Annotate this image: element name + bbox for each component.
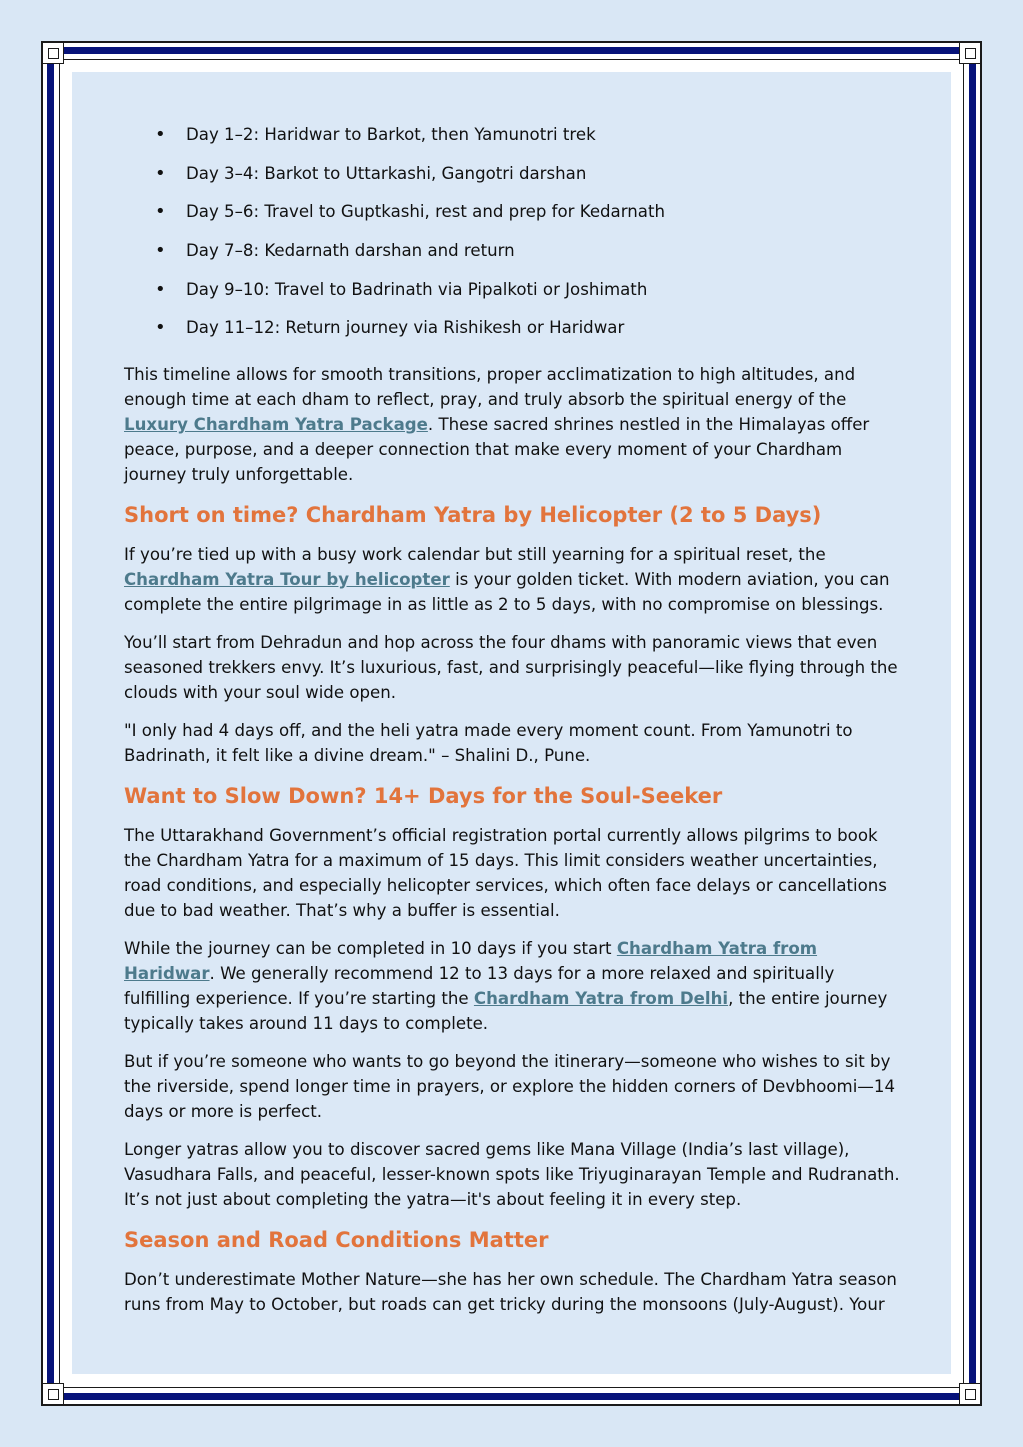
paragraph-timeline: This timeline allows for smooth transitions, proper acclimatization to high altitudes, and enough time at each dham to reflect, pray, and truly absorb the spiritual energy of the Luxury Chardham Yatra Package. These sacred shrines nestled in the Himalayas offer peace, purpose, and a deeper connection that make every moment of your Chardham journey truly unforgettable. <box>124 365 870 485</box>
itinerary-list <box>124 122 904 354</box>
border-corner-ornament <box>959 42 981 64</box>
list-item: • Day 9–10: Travel to Badrinath via Pipalkoti or Joshimath <box>186 277 904 316</box>
list-item: • Day 5–6: Travel to Guptkashi, rest and prep for Kedarnath <box>186 199 904 238</box>
paragraph-helicopter-intro: If you’re tied up with a busy work calendar but still yearning for a spiritual reset, the Chardham Yatra Tour by helicopter is your golden ticket. With modern aviation, you can complete the entire pilgrimage in as little as 2 to 5 days, with no compromise on blessings. <box>124 545 890 615</box>
heading-helicopter: Short on time? Chardham Yatra by Helicopter (2 to 5 Days) <box>124 503 822 528</box>
delhi-yatra-link[interactable]: Chardham Yatra from Delhi <box>473 989 729 1009</box>
heading-slow-down: Want to Slow Down? 14+ Days for the Soul-Seeker <box>124 784 723 809</box>
paragraph-registration-limit: The Uttarakhand Government’s official registration portal currently allows pilgrims to book the Chardham Yatra for a maximum of 15 days. This limit considers weather uncertainties, road conditions, and especially helicopter services, which often face delays or cancellations due to bad weather. That’s why a buffer is essential. <box>124 826 887 921</box>
paragraph-helicopter-route: You’ll start from Dehradun and hop across the four dhams with panoramic views that even seasoned trekkers envy. It’s luxurious, fast, and surprisingly peaceful—like flying through the clouds with your soul wide open. <box>124 633 898 703</box>
haridwar-yatra-link[interactable]: Chardham Yatra from Haridwar <box>124 939 818 984</box>
luxury-package-link[interactable]: Luxury Chardham Yatra Package <box>124 415 428 435</box>
helicopter-tour-link[interactable]: Chardham Yatra Tour by helicopter <box>124 570 450 590</box>
paragraph-duration: While the journey can be completed in 10 days if you start Chardham Yatra from Haridwar. We generally recommend 12 to 13 days for a more relaxed and spiritually fulfilling experience. If you’re starting the Chardham Yatra from Delhi, the entire journey typically takes around 11 days to complete. <box>124 939 888 1034</box>
paragraph-beyond-itinerary: But if you’re someone who wants to go beyond the itinerary—someone who wishes to sit by the riverside, spend longer time in prayers, or explore the hidden corners of Devbhoomi—14 days or more is perfect. <box>124 1052 896 1122</box>
testimonial-quote: "I only had 4 days off, and the heli yatra made every moment count. From Yamunotri to Badrinath, it felt like a divine dream." – Shalini D., Pune. <box>124 721 853 766</box>
paragraph-season: Don’t underestimate Mother Nature—she has her own schedule. The Chardham Yatra season runs from May to October, but roads can get tricky during the monsoons (July-August). Your <box>124 1270 897 1315</box>
heading-season: Season and Road Conditions Matter <box>124 1228 549 1253</box>
document-body <box>124 122 904 1330</box>
border-corner-ornament <box>42 1383 64 1405</box>
border-corner-ornament <box>42 42 64 64</box>
list-item: • Day 1–2: Haridwar to Barkot, then Yamunotri trek <box>186 122 904 161</box>
list-item: • Day 3–4: Barkot to Uttarkashi, Gangotri darshan <box>186 161 904 200</box>
list-item: • Day 11–12: Return journey via Rishikesh or Haridwar <box>186 315 904 354</box>
paragraph-sacred-gems: Longer yatras allow you to discover sacred gems like Mana Village (India’s last village), Vasudhara Falls, and peaceful, lesser-known spots like Triyuginarayan Temple and Rudranath. It’s not just about completing the yatra—it's about feeling it in every step. <box>124 1140 900 1210</box>
border-corner-ornament <box>959 1383 981 1405</box>
list-item: • Day 7–8: Kedarnath darshan and return <box>186 238 904 277</box>
